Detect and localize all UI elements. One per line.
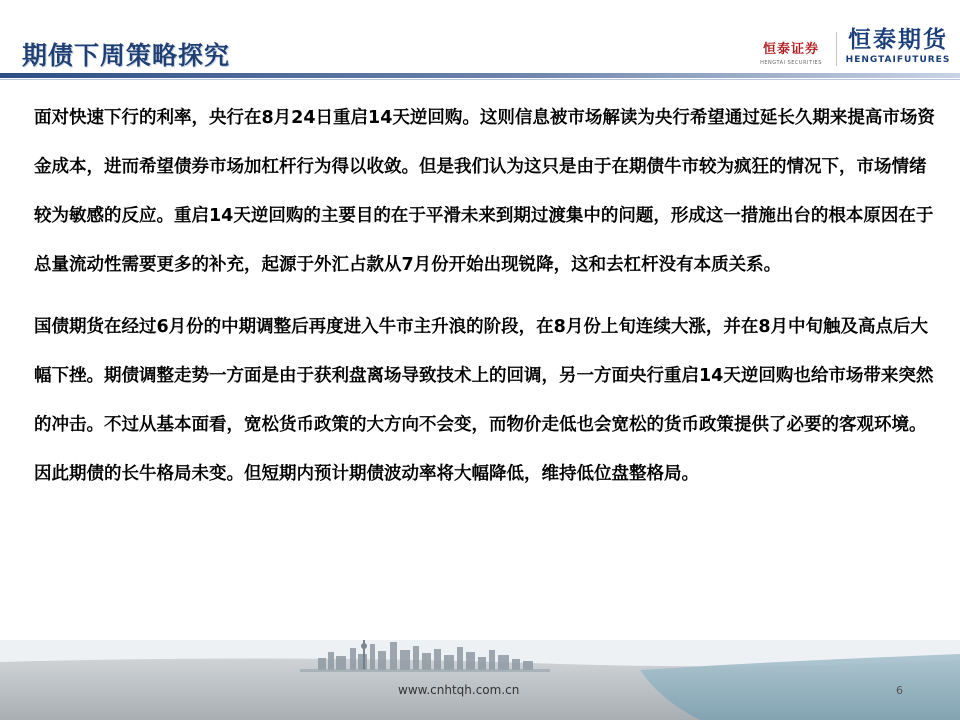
securities-logo-cn: 恒泰证券 [762, 42, 819, 57]
logo-divider [836, 32, 837, 66]
page-number: 6 [896, 684, 903, 697]
body-paragraph-1: 面对快速下行的利率，央行在8月24日重启14天逆回购。这则信息被市场解读为央行希望通过延长久期来提高市场资金成本，进而希望债券市场加杠杆行为得以收敛。但是我们认为这只是由于在期债牛市较为疯狂的情况下，市场情绪较为敏感的反应。重启14天逆回购的主要目的在于平滑未来到期过渡集中的问题，形成这一措施出台的根本原因在于总量流动性需要更多的补充，起源于外汇占款从7月份开始出现锐降，这和去杠杆没有本质关系。 [34, 108, 935, 275]
body-paragraph-2: 国债期货在经过6月份的中期调整后再度进入牛市主升浪的阶段，在8月份上旬连续大涨，并在8月中旬触及高点后大幅下挫。期债调整走势一方面是由于获利盘离场导致技术上的回调，另一方面央行重启14天逆回购也给市场带来突然的冲击。不过从基本面看，宽松货币政策的大方向不会变，而物价走低也会宽松的货币政策提供了必要的客观环境。因此期债的长牛格局未变。但短期内预计期债波动率将大幅降低，维持低位盘整格局。 [34, 317, 934, 484]
footer-website-url[interactable]: www.cnhtqh.com.cn [398, 683, 520, 697]
slide-body [34, 94, 936, 499]
slide-header [0, 0, 960, 84]
title-underline-thin [0, 79, 960, 80]
hengtai-futures-logo [842, 26, 954, 70]
footer-cityscape-image [0, 640, 960, 720]
futures-logo-cn: 恒泰期货 [848, 27, 948, 53]
title-underline [0, 73, 960, 78]
slide-title: 期债下周策略探究 [22, 41, 231, 70]
hengtai-securities-logo [752, 38, 830, 68]
cityscape-illustration [0, 640, 960, 720]
futures-logo-en: HENGTAIFUTURES [845, 55, 951, 65]
securities-logo-en: HENGTAI SECURITIES [760, 60, 822, 66]
